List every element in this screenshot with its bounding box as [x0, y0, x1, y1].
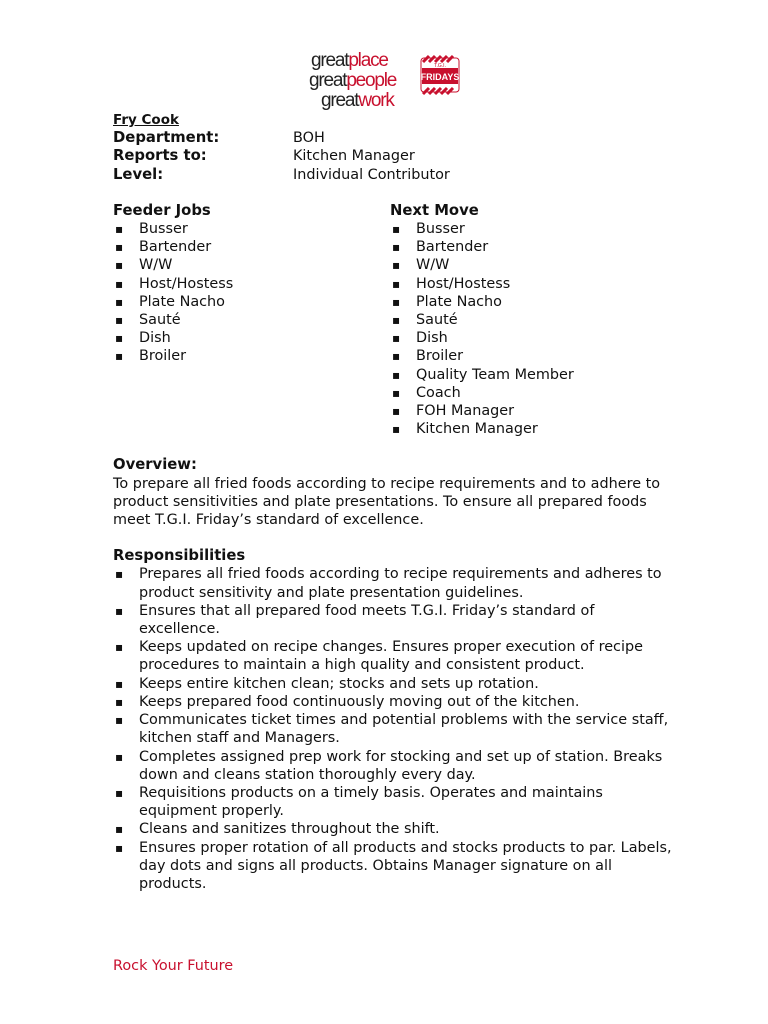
feeder-jobs-heading: Feeder Jobs — [113, 201, 211, 219]
list-item: ▪ Keeps updated on recipe changes. Ensures proper execution of recipe procedures to maintain a high quality and consistent product. — [113, 638, 673, 674]
overview-section — [113, 456, 673, 529]
next-move-heading: Next Move — [390, 201, 479, 219]
logo-great-3: great — [321, 90, 359, 111]
list-item: ▪ Sauté — [390, 311, 670, 329]
list-item: ▪ Requisitions products on a timely basis. Operates and maintains equipment properly. — [113, 784, 673, 820]
responsibilities-section — [113, 547, 673, 893]
list-item: ▪ Plate Nacho — [113, 293, 390, 311]
company-logo — [305, 44, 465, 114]
list-item: ▪ Completes assigned prep work for stocking and set up of station. Breaks down and cleans station thoroughly every day. — [113, 748, 673, 784]
list-item: ▪ Coach — [390, 384, 670, 402]
logo-great-2: great — [309, 70, 347, 91]
badge-fridays: FRIDAYS — [420, 72, 460, 82]
svg-text:greatplace — [311, 50, 388, 71]
list-item: ▪ Ensures proper rotation of all products and stocks products to par. Labels, day dots and signs all products. Obtains Manager signature on all products. — [113, 839, 673, 894]
overview-heading: Overview: — [113, 456, 197, 474]
list-item: ▪ Dish — [390, 329, 670, 347]
overview-text: To prepare all fried foods according to recipe requirements and to adhere to product sensitivities and plate presentations. To ensure all prepared foods meet T.G.I. Friday’s standard of excellence. — [113, 475, 661, 529]
info-value: Kitchen Manager — [293, 148, 415, 165]
list-item: ▪ Broiler — [390, 347, 670, 365]
logo-place: place — [348, 50, 388, 71]
job-info — [113, 129, 673, 184]
logo-people: people — [346, 70, 397, 91]
list-item: ▪ Keeps entire kitchen clean; stocks and sets up rotation. — [113, 675, 673, 693]
info-value: Individual Contributor — [293, 166, 450, 183]
list-item: ▪ Cleans and sanitizes throughout the shift. — [113, 820, 673, 838]
list-item: ▪ Busser — [113, 220, 390, 238]
fridays-badge — [421, 56, 460, 94]
list-item: ▪ Communicates ticket times and potential problems with the service staff, kitchen staff and Managers. — [113, 711, 673, 747]
list-item: ▪ Keeps prepared food continuously moving out of the kitchen. — [113, 693, 673, 711]
list-item: ▪ FOH Manager — [390, 402, 670, 420]
footer-tagline: Rock Your Future — [113, 958, 234, 974]
list-item: ▪ Kitchen Manager — [390, 420, 670, 438]
next-move — [390, 202, 670, 439]
list-item: ▪ Broiler — [113, 347, 390, 365]
responsibilities-list — [113, 565, 673, 893]
info-label: Reports to: — [113, 147, 207, 165]
info-row-reports-to — [113, 147, 673, 165]
logo-work: work — [358, 90, 394, 111]
list-item: ▪ Host/Hostess — [390, 275, 670, 293]
list-item: ▪ Sauté — [113, 311, 390, 329]
list-item: ▪ Host/Hostess — [113, 275, 390, 293]
svg-text:greatpeople — [309, 70, 397, 91]
list-item: ▪ Plate Nacho — [390, 293, 670, 311]
list-item: ▪ W/W — [113, 256, 390, 274]
list-item: ▪ Dish — [113, 329, 390, 347]
next-move-list — [390, 220, 670, 438]
feeder-jobs — [113, 202, 390, 439]
badge-tgi: T.G.I. — [434, 63, 446, 69]
list-item: ▪ Prepares all fried foods according to recipe requirements and adheres to product sensitivity and plate presentation guidelines. — [113, 565, 673, 601]
list-item: ▪ Bartender — [113, 238, 390, 256]
responsibilities-heading: Responsibilities — [113, 547, 246, 565]
logo-great-1: great — [311, 50, 349, 71]
job-title: Fry Cook — [113, 112, 179, 128]
list-item: ▪ Bartender — [390, 238, 670, 256]
list-item: ▪ Busser — [390, 220, 670, 238]
svg-text:greatwork — [321, 90, 395, 111]
info-value: BOH — [293, 130, 325, 147]
list-item: ▪ W/W — [390, 256, 670, 274]
info-label: Level: — [113, 165, 164, 183]
feeder-jobs-list — [113, 220, 390, 366]
career-paths — [113, 202, 673, 439]
info-row-level — [113, 166, 673, 184]
info-label: Department: — [113, 129, 220, 147]
job-description — [113, 111, 673, 893]
info-row-department — [113, 129, 673, 147]
list-item: ▪ Quality Team Member — [390, 366, 670, 384]
list-item: ▪ Ensures that all prepared food meets T.G.I. Friday’s standard of excellence. — [113, 602, 673, 638]
